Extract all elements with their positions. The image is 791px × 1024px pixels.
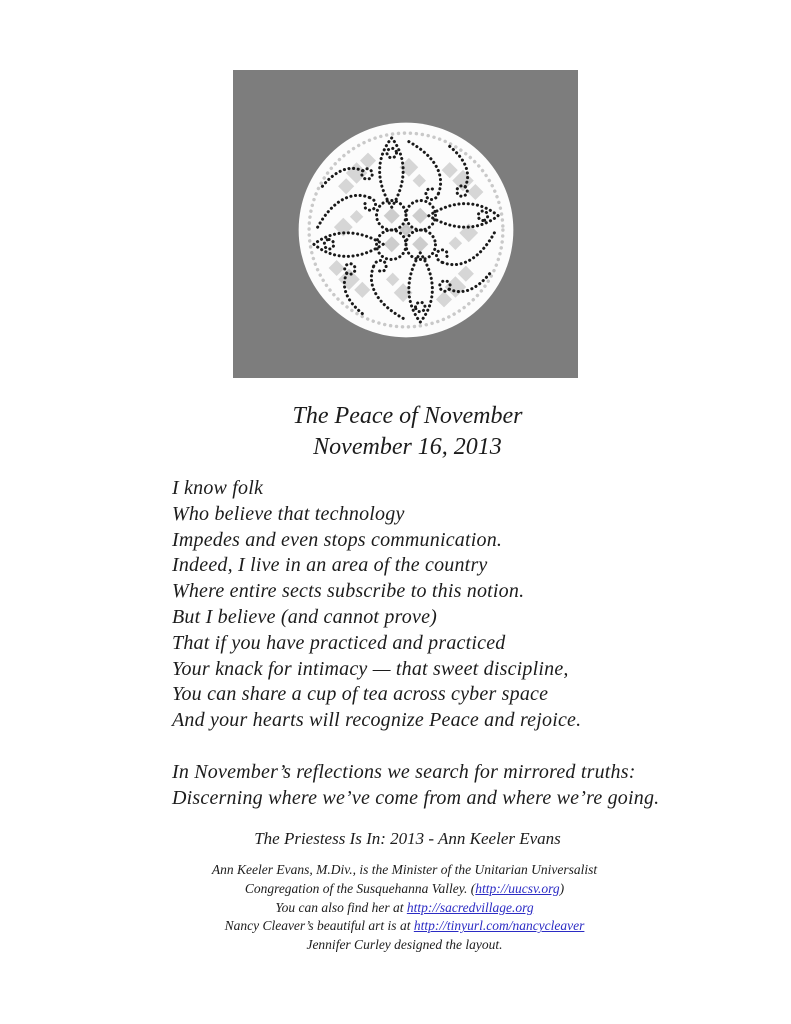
- poem-stanza-2: [172, 760, 659, 812]
- footer-text: Ann Keeler Evans, M.Div., is the Minister of the Unitarian Universalist: [211, 862, 598, 877]
- poem-line: That if you have practiced and practiced: [172, 631, 506, 654]
- poem-line: Discerning where we’ve come from and where we’re going.: [172, 786, 660, 809]
- poem-line: But I believe (and cannot prove): [172, 605, 438, 628]
- poem-stanza-1: [172, 476, 659, 734]
- poem-line: Indeed, I live in an area of the country: [172, 554, 488, 577]
- poem-line: And your hearts will recognize Peace and rejoice.: [172, 709, 582, 732]
- nancycleaver-link[interactable]: http://tinyurl.com/nancycleaver: [413, 918, 585, 934]
- page-date: November 16, 2013: [313, 434, 502, 460]
- poem-line: Your knack for intimacy — that sweet discipline,: [172, 657, 569, 680]
- poem-line: You can share a cup of tea across cyber space: [172, 683, 549, 706]
- footer-text: ): [559, 880, 565, 896]
- footer-line: [18, 899, 791, 918]
- mandala-artwork-icon: [292, 116, 520, 344]
- title-block: [0, 401, 791, 463]
- poem: [172, 476, 659, 811]
- poem-line: Impedes and even stops communication.: [172, 528, 503, 551]
- footer-line: [18, 917, 791, 936]
- page-title: The Peace of November: [292, 403, 523, 429]
- sacredvillage-link[interactable]: http://sacredvillage.org: [406, 899, 534, 915]
- footer-line: [18, 861, 791, 880]
- artwork-frame: [233, 70, 578, 378]
- uucsv-link[interactable]: http://uucsv.org: [475, 880, 560, 896]
- footer-line: [18, 936, 791, 955]
- poem-line: Who believe that technology: [172, 502, 405, 525]
- footer-text: Congregation of the Susquehanna Valley. (: [244, 880, 476, 896]
- footer-credits: [0, 861, 791, 955]
- footer-text: Nancy Cleaver’s beautiful art is at: [224, 918, 414, 934]
- poem-line: I know folk: [172, 477, 264, 499]
- footer-text: You can also find her at: [275, 899, 407, 915]
- poem-line: In November’s reflections we search for mirrored truths:: [172, 760, 636, 783]
- attribution-line: The Priestess Is In: 2013 - Ann Keeler Evans: [254, 829, 561, 848]
- footer-line: [18, 880, 791, 899]
- poem-line: Where entire sects subscribe to this notion.: [172, 580, 525, 603]
- footer-text: Jennifer Curley designed the layout.: [306, 937, 503, 953]
